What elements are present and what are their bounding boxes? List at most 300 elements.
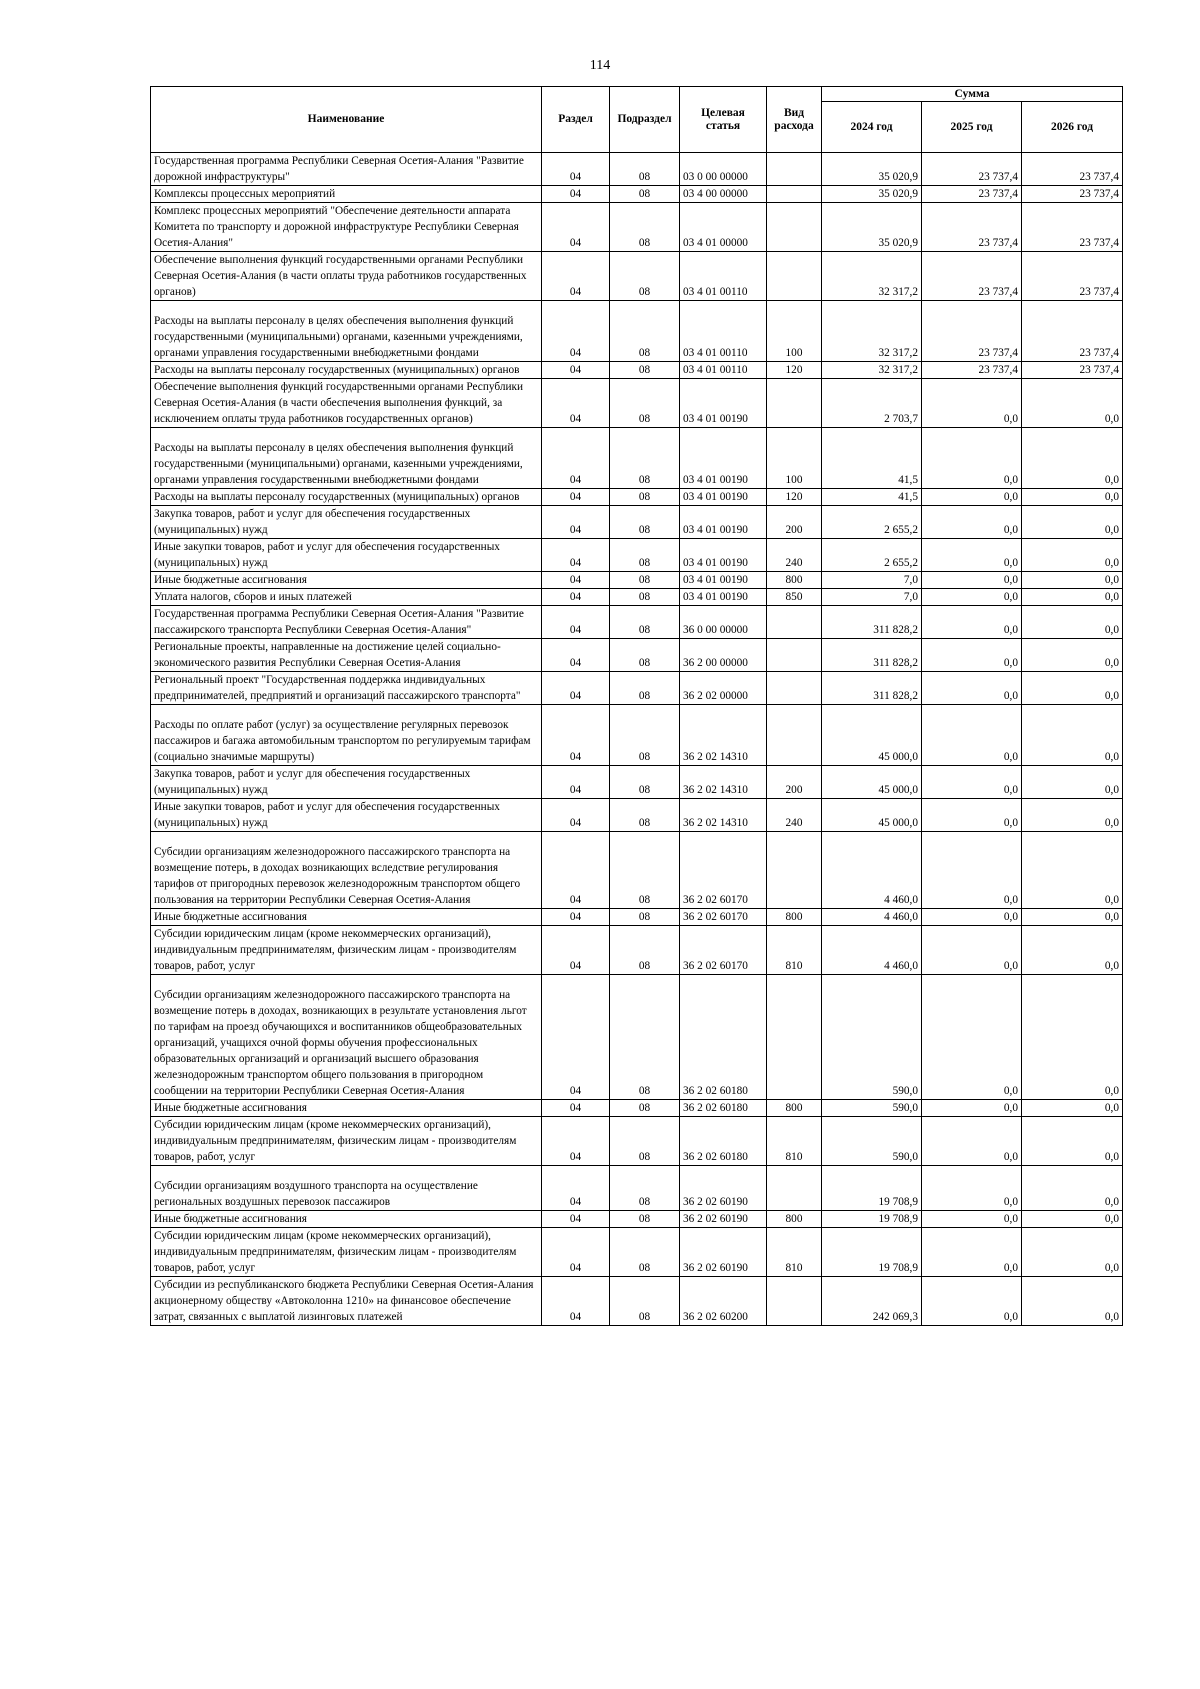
row-amount-2025-text: 0,0 [1003, 960, 1018, 972]
table-row [151, 1166, 1123, 1211]
table-row [151, 1228, 1123, 1277]
row-amount-2024 [822, 799, 922, 832]
row-subsection-text: 08 [638, 911, 651, 923]
row-amount-2024 [822, 428, 922, 489]
row-target-item-text: 36 2 02 60190 [683, 1262, 748, 1274]
row-subsection [610, 186, 680, 203]
row-section-text: 04 [569, 286, 582, 298]
row-amount-2025-text: 0,0 [1003, 1085, 1018, 1097]
row-amount-2026-text: 23 737,4 [1079, 364, 1120, 376]
row-amount-2026 [1022, 539, 1123, 572]
row-subsection [610, 539, 680, 572]
row-subsection-text: 08 [638, 574, 651, 586]
row-amount-2024-text: 19 708,9 [878, 1262, 918, 1274]
row-name [151, 428, 542, 489]
row-expense-type-text: 800 [785, 1213, 803, 1225]
row-amount-2025 [922, 379, 1022, 428]
page-number: 114 [589, 58, 611, 73]
row-name [151, 506, 542, 539]
row-section [542, 672, 610, 705]
row-subsection-text: 08 [638, 690, 651, 702]
row-section [542, 926, 610, 975]
row-subsection-text: 08 [638, 894, 651, 906]
row-amount-2026-text: 23 737,4 [1079, 237, 1120, 249]
row-amount-2025-text: 0,0 [1003, 1213, 1018, 1225]
row-name-text: Иные бюджетные ассигнования [154, 911, 307, 923]
row-target-item-text: 03 4 01 00000 [683, 237, 748, 249]
row-target-item [680, 909, 767, 926]
row-name [151, 909, 542, 926]
row-expense-type [767, 252, 822, 301]
row-amount-2024 [822, 539, 922, 572]
row-amount-2024-text: 45 000,0 [878, 817, 918, 829]
row-section-text: 04 [569, 347, 582, 359]
row-amount-2024-text: 7,0 [903, 591, 918, 603]
row-subsection [610, 1228, 680, 1277]
table-row [151, 572, 1123, 589]
row-expense-type [767, 1100, 822, 1117]
row-target-item-text: 36 2 00 00000 [683, 657, 748, 669]
row-amount-2025 [922, 252, 1022, 301]
table-row [151, 1211, 1123, 1228]
row-expense-type-text: 120 [785, 491, 803, 503]
row-expense-type [767, 832, 822, 909]
table-row [151, 639, 1123, 672]
row-section-text: 04 [569, 784, 582, 796]
row-section-text: 04 [569, 591, 582, 603]
row-target-item [680, 705, 767, 766]
row-section-text: 04 [569, 474, 582, 486]
row-amount-2024-text: 2 703,7 [884, 413, 918, 425]
row-amount-2026 [1022, 379, 1123, 428]
row-amount-2025 [922, 639, 1022, 672]
row-name-text: Субсидии организациям железнодорожного пассажирского транспорта на возмещение потерь, в доходах возникающих вследствие регулирования тарифов от пригородных перевозок железнодорожным транспортом общего пользования на территории Республики Северная Осетия-Алания [154, 846, 521, 906]
row-amount-2024-text: 590,0 [892, 1151, 918, 1163]
row-target-item [680, 1166, 767, 1211]
row-name-text: Расходы на выплаты персоналу в целях обеспечения выполнения функций государственными (муниципальными) органами, казенными учреждениями, органами управления государственными внебюджетными фондами [154, 442, 523, 486]
row-amount-2025 [922, 203, 1022, 252]
row-section-text: 04 [569, 1102, 582, 1114]
row-name [151, 639, 542, 672]
row-amount-2025 [922, 489, 1022, 506]
row-name-text: Иные закупки товаров, работ и услуг для обеспечения государственных (муниципальных) нужд [154, 801, 500, 829]
header-name: Наименование [151, 87, 542, 153]
row-section [542, 301, 610, 362]
row-name [151, 1277, 542, 1326]
row-name [151, 1211, 542, 1228]
row-name-text: Комплексы процессных мероприятий [154, 188, 336, 200]
row-subsection [610, 252, 680, 301]
row-subsection [610, 153, 680, 186]
row-amount-2025-text: 23 737,4 [978, 237, 1018, 249]
row-amount-2024 [822, 1277, 922, 1326]
row-amount-2025 [922, 539, 1022, 572]
row-amount-2026-text: 23 737,4 [1079, 286, 1120, 298]
header-section: Раздел [542, 87, 610, 153]
row-amount-2025 [922, 1100, 1022, 1117]
row-name-text: Иные бюджетные ассигнования [154, 1102, 307, 1114]
row-amount-2026 [1022, 428, 1123, 489]
row-target-item [680, 589, 767, 606]
row-section [542, 506, 610, 539]
row-section-text: 04 [569, 491, 582, 503]
row-expense-type [767, 1211, 822, 1228]
row-subsection [610, 1277, 680, 1326]
row-subsection-text: 08 [638, 524, 651, 536]
row-name-text: Уплата налогов, сборов и иных платежей [154, 591, 352, 603]
row-expense-type [767, 1166, 822, 1211]
row-section-text: 04 [569, 574, 582, 586]
row-name-text: Субсидии организациям железнодорожного пассажирского транспорта на возмещение потерь в доходах, возникающих в результате установления льгот по тарифам на проезд обучающихся и воспитанников общеобразовательных организаций, учащихся очной формы обучения профессиональных образовательных организаций и организаций высшего образования железнодорожным транспортом общего пользования в пригородном сообщении на территории Республики Северная Осетия-Алания [154, 989, 527, 1097]
row-expense-type [767, 1117, 822, 1166]
row-subsection-text: 08 [638, 286, 651, 298]
table-row [151, 379, 1123, 428]
row-name [151, 589, 542, 606]
row-section-text: 04 [569, 690, 582, 702]
row-subsection [610, 1211, 680, 1228]
row-target-item-text: 36 2 02 60170 [683, 911, 748, 923]
row-expense-type-text: 810 [785, 960, 803, 972]
row-expense-type [767, 1228, 822, 1277]
row-name-text: Иные закупки товаров, работ и услуг для обеспечения государственных (муниципальных) нужд [154, 541, 500, 569]
row-amount-2026 [1022, 975, 1123, 1100]
row-target-item-text: 36 2 02 60180 [683, 1102, 748, 1114]
row-subsection [610, 379, 680, 428]
header-subsection: Подраздел [610, 87, 680, 153]
row-target-item [680, 153, 767, 186]
row-subsection-text: 08 [638, 1085, 651, 1097]
row-expense-type [767, 909, 822, 926]
row-name-text: Расходы на выплаты персоналу государственных (муниципальных) органов [154, 364, 520, 376]
row-subsection-text: 08 [638, 188, 651, 200]
row-expense-type-text: 800 [785, 1102, 803, 1114]
row-amount-2025-text: 0,0 [1003, 1311, 1018, 1323]
row-section [542, 379, 610, 428]
row-target-item [680, 606, 767, 639]
row-amount-2026 [1022, 362, 1123, 379]
row-amount-2024 [822, 362, 922, 379]
row-expense-type [767, 589, 822, 606]
row-expense-type-text: 810 [785, 1151, 803, 1163]
row-subsection-text: 08 [638, 1213, 651, 1225]
row-amount-2024 [822, 705, 922, 766]
row-amount-2026-text: 0,0 [1104, 1196, 1120, 1208]
row-target-item-text: 36 2 02 60170 [683, 960, 748, 972]
row-name [151, 186, 542, 203]
row-subsection-text: 08 [638, 237, 651, 249]
row-name [151, 301, 542, 362]
row-section-text: 04 [569, 751, 582, 763]
row-section [542, 799, 610, 832]
row-name [151, 672, 542, 705]
row-expense-type-text: 200 [785, 524, 803, 536]
row-amount-2025-text: 0,0 [1003, 1196, 1018, 1208]
row-name [151, 1166, 542, 1211]
row-expense-type [767, 766, 822, 799]
row-subsection [610, 672, 680, 705]
row-section [542, 909, 610, 926]
row-amount-2025 [922, 606, 1022, 639]
row-subsection [610, 606, 680, 639]
row-amount-2024-text: 45 000,0 [878, 751, 918, 763]
table-row [151, 153, 1123, 186]
row-amount-2025 [922, 589, 1022, 606]
row-target-item [680, 506, 767, 539]
row-target-item [680, 639, 767, 672]
row-amount-2026 [1022, 909, 1123, 926]
row-subsection [610, 1166, 680, 1211]
row-subsection [610, 705, 680, 766]
row-amount-2025 [922, 1228, 1022, 1277]
row-name-text: Региональные проекты, направленные на достижение целей социально-экономического развития Республики Северная Осетия-Алания [154, 641, 501, 669]
row-subsection-text: 08 [638, 474, 651, 486]
row-target-item [680, 799, 767, 832]
row-target-item [680, 362, 767, 379]
row-target-item [680, 203, 767, 252]
table-row [151, 975, 1123, 1100]
row-amount-2026 [1022, 606, 1123, 639]
row-section-text: 04 [569, 413, 582, 425]
row-amount-2026-text: 0,0 [1104, 1102, 1120, 1114]
row-subsection [610, 926, 680, 975]
row-amount-2024 [822, 203, 922, 252]
row-expense-type-text: 810 [785, 1262, 803, 1274]
row-amount-2026 [1022, 153, 1123, 186]
row-name-text: Расходы на выплаты персоналу государственных (муниципальных) органов [154, 491, 520, 503]
table-row [151, 539, 1123, 572]
row-name [151, 766, 542, 799]
row-target-item [680, 1117, 767, 1166]
row-amount-2024 [822, 606, 922, 639]
row-amount-2026 [1022, 1228, 1123, 1277]
row-amount-2024-text: 2 655,2 [884, 524, 918, 536]
row-expense-type [767, 672, 822, 705]
row-subsection [610, 975, 680, 1100]
row-name-text: Иные бюджетные ассигнования [154, 574, 307, 586]
row-target-item [680, 428, 767, 489]
row-section-text: 04 [569, 1196, 582, 1208]
row-amount-2025-text: 0,0 [1003, 817, 1018, 829]
row-amount-2024 [822, 589, 922, 606]
row-name-text: Комплекс процессных мероприятий "Обеспечение деятельности аппарата Комитета по транспорту и дорожной инфраструктуре Республики Северная Осетия-Алания" [154, 205, 519, 249]
row-amount-2026-text: 0,0 [1104, 1085, 1120, 1097]
row-amount-2026-text: 0,0 [1104, 574, 1120, 586]
row-target-item [680, 1277, 767, 1326]
row-section [542, 428, 610, 489]
row-subsection [610, 203, 680, 252]
row-section [542, 539, 610, 572]
row-name [151, 362, 542, 379]
row-target-item [680, 975, 767, 1100]
row-subsection-text: 08 [638, 657, 651, 669]
row-section-text: 04 [569, 911, 582, 923]
row-target-item [680, 572, 767, 589]
row-name-text: Государственная программа Республики Северная Осетия-Алания "Развитие пассажирского транспорта Республики Северная Осетия-Алания" [154, 608, 524, 636]
row-amount-2024 [822, 926, 922, 975]
row-section-text: 04 [569, 960, 582, 972]
row-target-item [680, 672, 767, 705]
row-name-text: Государственная программа Республики Северная Осетия-Алания "Развитие дорожной инфраструктуры" [154, 155, 524, 183]
row-name [151, 1117, 542, 1166]
row-expense-type [767, 606, 822, 639]
row-target-item [680, 301, 767, 362]
row-amount-2026 [1022, 766, 1123, 799]
row-name [151, 799, 542, 832]
row-amount-2025-text: 0,0 [1003, 1262, 1018, 1274]
row-target-item-text: 36 2 02 60180 [683, 1151, 748, 1163]
row-amount-2024-text: 41,5 [898, 474, 918, 486]
row-subsection [610, 766, 680, 799]
row-amount-2025 [922, 926, 1022, 975]
row-amount-2026 [1022, 799, 1123, 832]
row-amount-2024 [822, 186, 922, 203]
table-row [151, 203, 1123, 252]
row-amount-2025 [922, 766, 1022, 799]
row-subsection [610, 362, 680, 379]
row-expense-type [767, 362, 822, 379]
row-amount-2026-text: 0,0 [1104, 751, 1120, 763]
row-amount-2026 [1022, 672, 1123, 705]
row-target-item [680, 186, 767, 203]
row-section-text: 04 [569, 1262, 582, 1274]
row-section [542, 1117, 610, 1166]
row-amount-2026 [1022, 1277, 1123, 1326]
row-amount-2025-text: 0,0 [1003, 1151, 1018, 1163]
row-amount-2026-text: 0,0 [1104, 1262, 1120, 1274]
row-name-text: Субсидии юридическим лицам (кроме некоммерческих организаций), индивидуальным предпринимателям, физическим лицам - производителям товаров, работ, услуг [154, 1119, 517, 1163]
row-amount-2024-text: 242 069,3 [872, 1311, 918, 1323]
row-amount-2026 [1022, 186, 1123, 203]
row-amount-2024-text: 4 460,0 [884, 894, 918, 906]
row-amount-2025-text: 0,0 [1003, 690, 1018, 702]
row-name [151, 832, 542, 909]
row-target-item-text: 36 2 02 14310 [683, 817, 748, 829]
table-row [151, 909, 1123, 926]
row-amount-2026 [1022, 589, 1123, 606]
row-amount-2025-text: 23 737,4 [978, 171, 1018, 183]
row-expense-type [767, 489, 822, 506]
row-amount-2025 [922, 1277, 1022, 1326]
row-target-item-text: 03 4 00 00000 [683, 188, 748, 200]
row-amount-2024-text: 7,0 [903, 574, 918, 586]
row-amount-2024 [822, 506, 922, 539]
row-name [151, 203, 542, 252]
row-amount-2024 [822, 766, 922, 799]
table-row [151, 832, 1123, 909]
row-subsection-text: 08 [638, 1102, 651, 1114]
row-expense-type-text: 100 [785, 347, 803, 359]
row-amount-2026 [1022, 1166, 1123, 1211]
row-target-item-text: 36 2 02 60190 [683, 1196, 748, 1208]
row-subsection-text: 08 [638, 557, 651, 569]
table-row [151, 1277, 1123, 1326]
row-expense-type [767, 153, 822, 186]
row-name [151, 379, 542, 428]
row-target-item-text: 36 2 02 00000 [683, 690, 748, 702]
row-amount-2024-text: 19 708,9 [878, 1196, 918, 1208]
row-expense-type-text: 240 [785, 817, 803, 829]
row-expense-type [767, 639, 822, 672]
row-amount-2025 [922, 506, 1022, 539]
row-amount-2025-text: 23 737,4 [978, 347, 1018, 359]
row-amount-2025-text: 0,0 [1003, 911, 1018, 923]
row-amount-2025-text: 0,0 [1003, 524, 1018, 536]
row-name [151, 926, 542, 975]
row-section [542, 1211, 610, 1228]
table-row [151, 606, 1123, 639]
row-section [542, 153, 610, 186]
row-subsection [610, 572, 680, 589]
row-name-text: Закупка товаров, работ и услуг для обеспечения государственных (муниципальных) нужд [154, 508, 471, 536]
row-amount-2025-text: 23 737,4 [978, 188, 1018, 200]
row-subsection-text: 08 [638, 413, 651, 425]
row-section-text: 04 [569, 624, 582, 636]
row-amount-2026-text: 0,0 [1104, 784, 1120, 796]
row-name [151, 1100, 542, 1117]
row-expense-type [767, 799, 822, 832]
table-row [151, 1100, 1123, 1117]
row-amount-2026-text: 0,0 [1104, 817, 1120, 829]
row-subsection [610, 799, 680, 832]
table-row [151, 589, 1123, 606]
row-section-text: 04 [569, 1213, 582, 1225]
row-section-text: 04 [569, 524, 582, 536]
row-expense-type [767, 1277, 822, 1326]
row-expense-type-text: 800 [785, 574, 803, 586]
row-amount-2026 [1022, 926, 1123, 975]
row-amount-2025 [922, 153, 1022, 186]
row-section-text: 04 [569, 1151, 582, 1163]
row-amount-2025-text: 0,0 [1003, 784, 1018, 796]
row-amount-2025 [922, 186, 1022, 203]
row-amount-2025 [922, 1211, 1022, 1228]
row-target-item-text: 03 4 01 00110 [683, 347, 748, 359]
row-subsection-text: 08 [638, 364, 651, 376]
row-section [542, 1100, 610, 1117]
row-expense-type [767, 379, 822, 428]
row-section [542, 766, 610, 799]
row-name [151, 153, 542, 186]
row-amount-2025 [922, 832, 1022, 909]
row-amount-2026-text: 0,0 [1104, 894, 1120, 906]
row-name [151, 606, 542, 639]
row-amount-2024-text: 2 655,2 [884, 557, 918, 569]
row-name-text: Субсидии юридическим лицам (кроме некоммерческих организаций), индивидуальным предпринимателям, физическим лицам - производителям товаров, работ, услуг [154, 1230, 517, 1274]
row-section [542, 489, 610, 506]
row-name [151, 252, 542, 301]
row-amount-2024 [822, 832, 922, 909]
row-target-item [680, 1228, 767, 1277]
row-expense-type [767, 301, 822, 362]
row-amount-2024-text: 32 317,2 [878, 286, 918, 298]
row-subsection-text: 08 [638, 751, 651, 763]
row-amount-2024 [822, 1166, 922, 1211]
row-name-text: Региональный проект "Государственная поддержка индивидуальных предпринимателей, предприятий и организаций пассажирского транспорта" [154, 674, 521, 702]
row-section-text: 04 [569, 188, 582, 200]
row-expense-type-text: 100 [785, 474, 803, 486]
row-subsection [610, 832, 680, 909]
row-section-text: 04 [569, 1311, 582, 1323]
row-amount-2026 [1022, 506, 1123, 539]
row-amount-2024-text: 311 828,2 [873, 690, 918, 702]
row-expense-type [767, 539, 822, 572]
row-target-item-text: 03 4 01 00190 [683, 574, 748, 586]
header-year-2024: 2024 год [822, 102, 922, 153]
row-expense-type-text: 240 [785, 557, 803, 569]
row-name-text: Расходы на выплаты персоналу в целях обеспечения выполнения функций государственными (муниципальными) органами, казенными учреждениями, органами управления государственными внебюджетными фондами [154, 315, 523, 359]
row-amount-2024-text: 311 828,2 [873, 657, 918, 669]
row-subsection [610, 506, 680, 539]
